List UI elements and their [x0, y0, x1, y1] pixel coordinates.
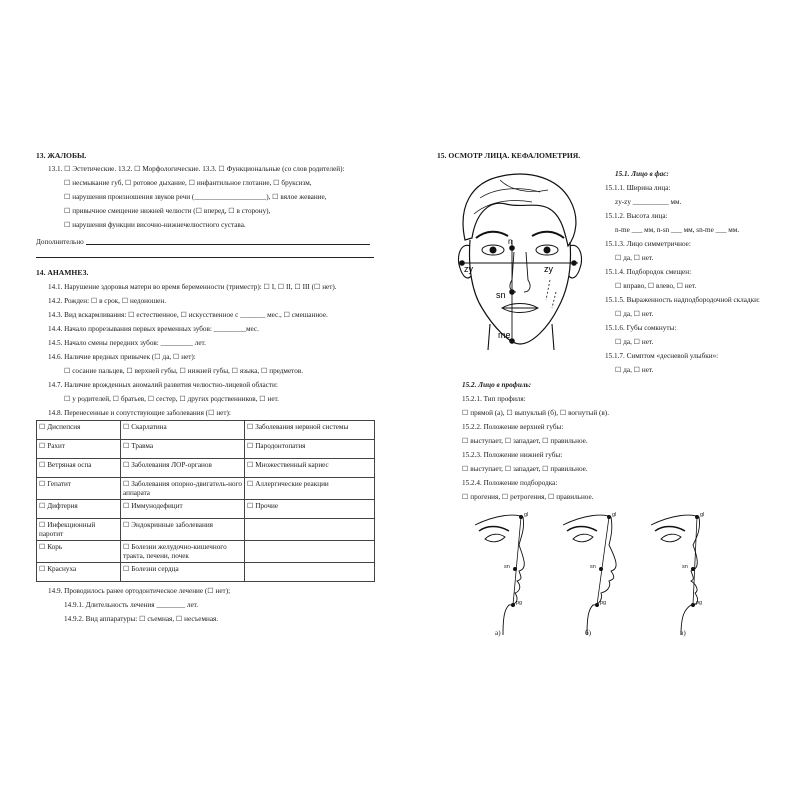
profile-point-label-gl: gl — [524, 512, 529, 518]
disease-cell[interactable]: ☐ Заболевания опорно-двигатель-ного аппарата — [121, 477, 245, 499]
mouth — [502, 304, 538, 313]
profile-convex — [563, 515, 616, 635]
anamnesis-14-9-2[interactable]: 14.9.2. Вид аппаратуры: ☐ съемная, ☐ несъемная. — [64, 614, 219, 623]
profile-point-gl — [607, 515, 611, 519]
additional-label: Дополнительно — [36, 238, 84, 247]
disease-cell[interactable]: ☐ Прочие — [245, 499, 375, 518]
additional-field-line-2[interactable] — [36, 248, 374, 258]
face-height-field[interactable]: n-me ___ мм, n-sn ___ мм, sn-me ___ мм. — [615, 226, 740, 234]
disease-row — [37, 562, 375, 581]
disease-cell[interactable]: ☐ Краснуха — [37, 562, 121, 581]
disease-cell — [245, 518, 375, 540]
complaints-line-3[interactable]: ☐ нарушения произношения звуков речи (____________________), ☐ вялое жевание, — [64, 193, 327, 202]
chin-position-label: 15.2.4. Положение подбородка: — [462, 479, 558, 487]
disease-row — [37, 477, 375, 499]
disease-row — [37, 458, 375, 477]
additional-row — [36, 238, 376, 248]
upper-lip-label: 15.2.2. Положение верхней губы: — [462, 423, 564, 431]
profile-caption-a: а) — [495, 629, 501, 637]
profile-caption-b: б) — [585, 629, 592, 637]
complaints-line-5[interactable]: ☐ нарушения функции височно-нижнечелюстного сустава. — [64, 221, 246, 230]
disease-cell[interactable]: ☐ Диспепсия — [37, 420, 121, 439]
anamnesis-14-9[interactable]: 14.9. Проводилось ранее ортодонтическое лечение (☐ нет); — [48, 586, 231, 595]
face-width-label: 15.1.1. Ширина лица: — [605, 184, 671, 192]
label-zy-left: zy — [464, 264, 473, 274]
lower-lip-options[interactable]: ☐ выступает, ☐ западает, ☐ правильное. — [462, 465, 588, 473]
cheek-lines — [546, 280, 556, 308]
gummy-smile-options[interactable]: ☐ да, ☐ нет. — [615, 366, 654, 374]
profile-point-pg — [691, 603, 695, 607]
disease-cell[interactable]: ☐ Аллергические реакции — [245, 477, 375, 499]
nose — [510, 252, 530, 292]
anamnesis-14-1[interactable]: 14.1. Нарушение здоровья матери во время беременности (триместр): ☐ I, ☐ II, ☐ III (☐ нет). — [48, 282, 337, 291]
profile-point-label-sn: sn — [590, 564, 596, 570]
disease-cell[interactable]: ☐ Болезни желудочно-кишечного тракта, печени, почек — [121, 540, 245, 562]
disease-row — [37, 499, 375, 518]
gummy-smile-label: 15.1.7. Симптом «десневой улыбки»: — [605, 352, 719, 360]
habits-line[interactable]: ☐ сосание пальцев, ☐ верхней губы, ☐ нижней губы, ☐ языка, ☐ предметов. — [64, 366, 304, 375]
left-column — [36, 151, 376, 624]
disease-cell[interactable]: ☐ Гепатит — [37, 477, 121, 499]
anamnesis-14-6[interactable]: 14.6. Наличие вредных привычек (☐ да, ☐ нет): — [48, 352, 196, 361]
disease-cell[interactable]: ☐ Заболевания нервной системы — [245, 420, 375, 439]
anamnesis-14-4[interactable]: 14.4. Начало прорезывания первых временных зубов: _________мес. — [48, 324, 259, 333]
disease-cell[interactable]: ☐ Рахит — [37, 439, 121, 458]
section-13-title: 13. ЖАЛОБЫ. — [36, 151, 87, 160]
symmetry-options[interactable]: ☐ да, ☐ нет. — [615, 254, 654, 262]
anomalies-line[interactable]: ☐ у родителей, ☐ братьев, ☐ сестер, ☐ других родственников, ☐ нет. — [64, 394, 279, 403]
profile-point-pg — [595, 603, 599, 607]
additional-field[interactable] — [86, 239, 370, 245]
anamnesis-14-8[interactable]: 14.8. Перенесенные и сопутствующие заболевания (☐ нет): — [48, 408, 231, 417]
frontal-exam-block — [605, 170, 790, 375]
profile-point-label-gl: gl — [700, 512, 705, 518]
disease-cell[interactable]: ☐ Скарлатина — [121, 420, 245, 439]
lips-closed-label: 15.1.6. Губы сомкнуты: — [605, 324, 677, 332]
face-height-label: 15.1.2. Высота лица: — [605, 212, 668, 220]
anamnesis-14-9-1[interactable]: 14.9.1. Длительность лечения ________ лет. — [64, 600, 199, 609]
profile-diagrams — [465, 505, 725, 645]
chin-fold-options[interactable]: ☐ да, ☐ нет. — [615, 310, 654, 318]
complaints-line-2[interactable]: ☐ несмыкание губ, ☐ ротовое дыхание, ☐ инфантильное глотание, ☐ бруксизм, — [64, 179, 312, 188]
profile-straight — [475, 515, 524, 635]
point-zy-right — [571, 260, 577, 266]
profile-concave — [651, 515, 703, 635]
disease-cell[interactable]: ☐ Дифтерия — [37, 499, 121, 518]
disease-cell — [245, 540, 375, 562]
face-front-diagram — [440, 168, 590, 350]
disease-cell[interactable]: ☐ Иммунодефицит — [121, 499, 245, 518]
subsection-15-2: 15.2. Лицо в профиль: — [462, 381, 532, 389]
label-zy-right: zy — [544, 264, 553, 274]
chin-position-options[interactable]: ☐ прогения, ☐ ретрогения, ☐ правильное. — [462, 493, 594, 501]
profile-point-gl — [519, 515, 523, 519]
profile-point-label-pg: pg — [516, 600, 523, 606]
anamnesis-14-2[interactable]: 14.2. Рожден: ☐ в срок, ☐ недоношен. — [48, 296, 166, 305]
face-width-field[interactable]: zy-zy __________ мм. — [615, 198, 682, 206]
profile-point-pg — [511, 603, 515, 607]
profile-exam-block — [452, 381, 752, 502]
section-14-title: 14. АНАМНЕЗ. — [36, 268, 89, 278]
profile-type-label: 15.2.1. Тип профиля: — [462, 395, 526, 403]
subsection-15-1: 15.1. Лицо в фас: — [615, 170, 669, 178]
complaints-line-4[interactable]: ☐ привычное смещение нижней челюсти (☐ вперед, ☐ в сторону), — [64, 207, 271, 216]
profile-point-label-gl: gl — [612, 512, 617, 518]
disease-row — [37, 518, 375, 540]
profile-caption-c: в) — [680, 629, 686, 637]
profile-point-sn — [599, 567, 603, 571]
disease-cell[interactable]: ☐ Инфекционный паротит — [37, 518, 121, 540]
point-sn — [509, 289, 515, 295]
disease-cell[interactable]: ☐ Пародонтопатия — [245, 439, 375, 458]
upper-lip-options[interactable]: ☐ выступает, ☐ западает, ☐ правильное. — [462, 437, 588, 445]
chin-shift-options[interactable]: ☐ вправо, ☐ влево, ☐ нет. — [615, 282, 697, 290]
label-me: me — [498, 330, 511, 340]
profile-point-label-sn: sn — [504, 564, 510, 570]
point-n — [509, 245, 515, 251]
disease-row — [37, 439, 375, 458]
disease-cell[interactable]: ☐ Заболевания ЛОР-органов — [121, 458, 245, 477]
disease-row — [37, 420, 375, 439]
disease-cell[interactable]: ☐ Ветряная оспа — [37, 458, 121, 477]
diseases-table — [36, 420, 375, 582]
complaints-line-1[interactable]: 13.1. ☐ Эстетические. 13.2. ☐ Морфологические. 13.3. ☐ Функциональные (со слов родителей): — [48, 165, 345, 174]
anamnesis-14-7[interactable]: 14.7. Наличие врожденных аномалий развития челюстно-лицевой области: — [48, 380, 278, 389]
disease-row — [37, 540, 375, 562]
anamnesis-14-5[interactable]: 14.5. Начало смены передних зубов: _________ лет. — [48, 338, 206, 347]
profile-type-options[interactable]: ☐ прямой (а), ☐ выпуклый (б), ☐ вогнутый (в). — [462, 409, 609, 417]
label-n: n — [508, 237, 513, 246]
disease-cell — [245, 562, 375, 581]
profile-point-label-sn: sn — [682, 564, 688, 570]
disease-cell[interactable]: ☐ Корь — [37, 540, 121, 562]
disease-cell[interactable]: ☐ Множественный кариес — [245, 458, 375, 477]
profile-point-sn — [513, 567, 517, 571]
symmetry-label: 15.1.3. Лицо симметричное: — [605, 240, 691, 248]
lips-closed-options[interactable]: ☐ да, ☐ нет. — [615, 338, 654, 346]
disease-cell[interactable]: ☐ Травма — [121, 439, 245, 458]
section-15-title: 15. ОСМОТР ЛИЦА. КЕФАЛОМЕТРИЯ. — [437, 151, 581, 160]
chin-fold-label: 15.1.5. Выраженность надподбородочной складки: — [605, 296, 760, 304]
disease-cell[interactable]: ☐ Эндокринные заболевания — [121, 518, 245, 540]
lower-lip-label: 15.2.3. Положение нижней губы: — [462, 451, 563, 459]
right-column — [437, 151, 787, 160]
eyebrows — [476, 232, 564, 238]
disease-cell[interactable]: ☐ Болезни сердца — [121, 562, 245, 581]
profile-point-label-pg: pg — [696, 600, 703, 606]
chin-shift-label: 15.1.4. Подбородок смещен: — [605, 268, 692, 276]
label-sn: sn — [496, 290, 506, 300]
profile-point-sn — [691, 567, 695, 571]
profile-point-label-pg: pg — [600, 600, 607, 606]
anamnesis-14-3[interactable]: 14.3. Вид вскармливания: ☐ естественное, ☐ искусственное с _______ мес., ☐ смешанное. — [48, 310, 328, 319]
face-outline — [470, 240, 571, 344]
profile-point-gl — [695, 515, 699, 519]
